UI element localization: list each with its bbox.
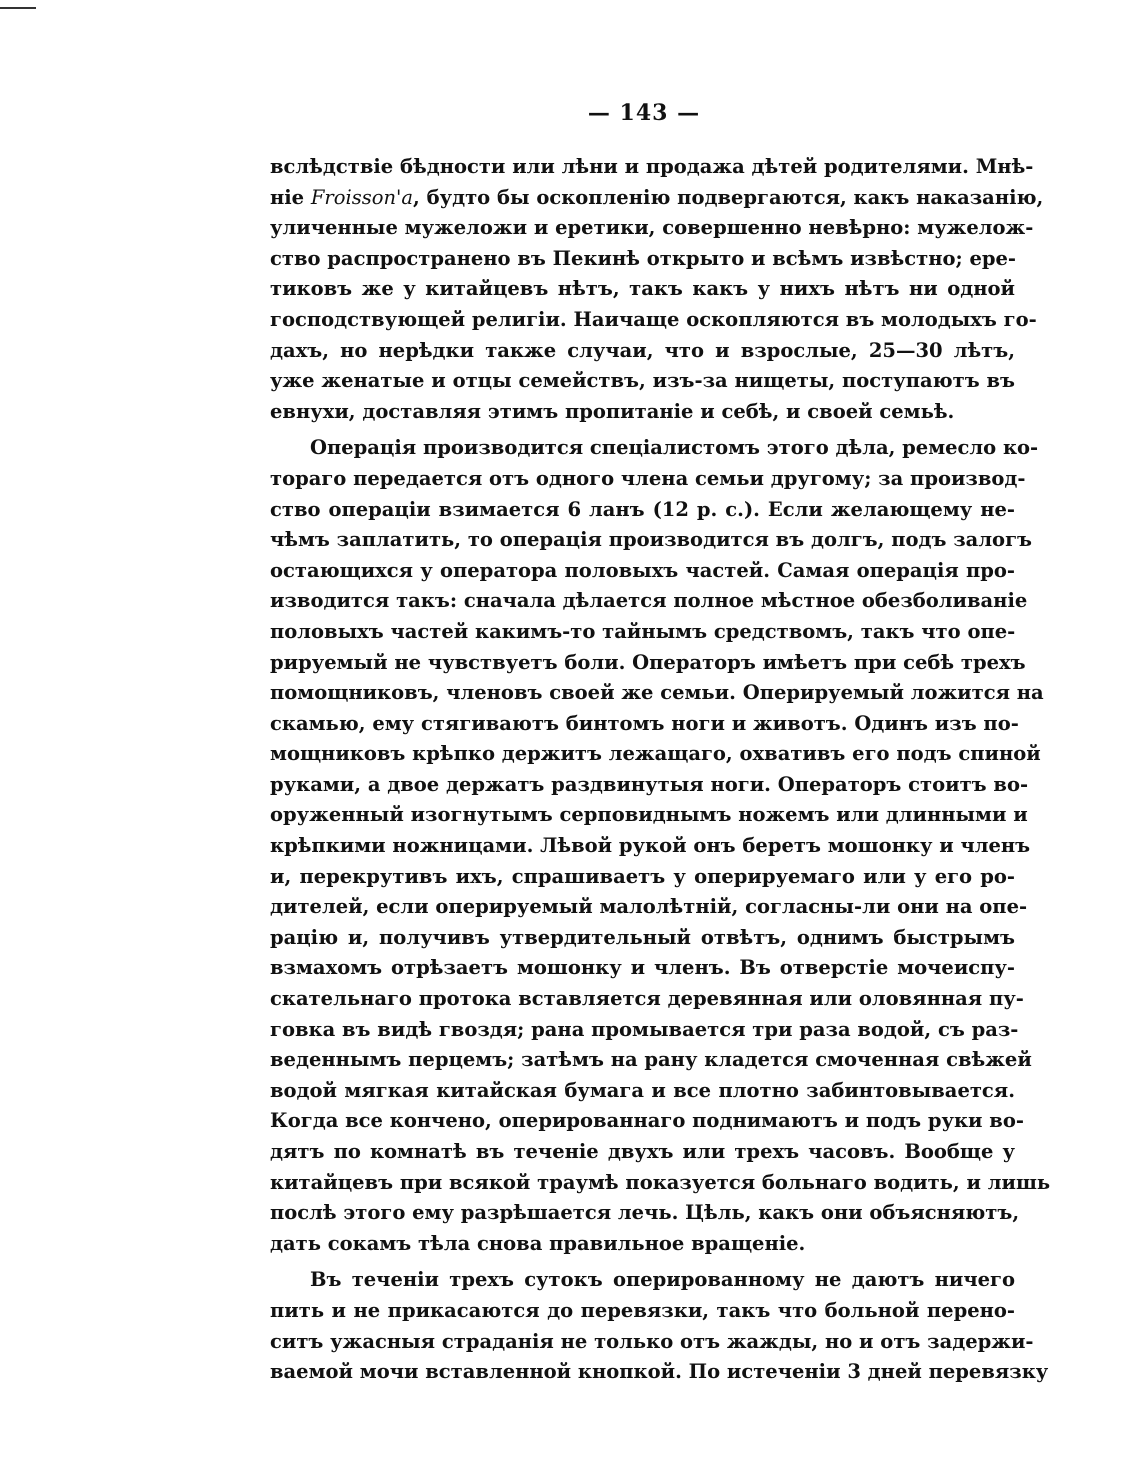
- text-line: водой мягкая китайская бумага и все плотно забинтовывается.: [270, 1078, 1015, 1102]
- text-line: помощниковъ, членовъ своей же семьи. Оперируемый ложится на: [270, 681, 1044, 705]
- text-line: ство операціи взимается 6 ланъ (12 р. с.). Если желающему не-: [270, 497, 1015, 521]
- text-line: ситъ ужасныя страданія не только отъ жажды, но и отъ задержи-: [270, 1329, 1034, 1353]
- paragraph-3: [270, 1265, 1049, 1387]
- text-line: дятъ по комнатѣ въ теченіе двухъ или трехъ часовъ. Вообще у: [270, 1140, 1015, 1163]
- text-line: ство распространено въ Пекинѣ открыто и всѣмъ извѣстно; ере-: [270, 246, 1016, 270]
- italic-name: Froisson'a: [310, 185, 414, 209]
- paragraph-2: [270, 433, 1051, 1259]
- text-line: дителей, если оперируемый малолѣтній, согласны-ли они на опе-: [270, 895, 1028, 919]
- text-line: Въ теченіи трехъ сутокъ оперированному не даютъ ничего: [310, 1268, 1015, 1292]
- text-line: Когда все кончено, оперированнаго поднимаютъ и подъ руки во-: [270, 1109, 1024, 1133]
- text-line: Операція производится спеціалистомъ этого дѣла, ремесло ко-: [310, 436, 1039, 460]
- text-line: и, перекрутивъ ихъ, спрашиваетъ у оперируемаго или у его ро-: [270, 864, 1015, 888]
- text-line: половыхъ частей какимъ-то тайнымъ средствомъ, такъ что опе-: [270, 619, 1016, 643]
- text-line: господствующей религіи. Наичаще оскопляются въ молодыхъ го-: [270, 307, 1037, 331]
- text-line: дать сокамъ тѣла снова правильное вращеніе.: [270, 1231, 806, 1255]
- text-line: ніе Froisson'a, будто бы оскопленію подвергаются, какъ наказанію,: [270, 185, 1044, 209]
- text-line: дахъ, но нерѣдки также случаи, что и взрослые, 25—30 лѣтъ,: [270, 338, 1015, 362]
- text-line: пить и не прикасаются до перевязки, такъ что больной перено-: [270, 1298, 1015, 1322]
- text-line: скамью, ему стягиваютъ бинтомъ ноги и животъ. Одинъ изъ по-: [270, 711, 1019, 735]
- text-line: рируемый не чувствуетъ боли. Операторъ имѣетъ при себѣ трехъ: [270, 650, 1026, 674]
- text-line: мощниковъ крѣпко держитъ лежащаго, охвативъ его подъ спиной: [270, 742, 1041, 766]
- text-line: уже женатые и отцы семействъ, изъ-за нищеты, поступаютъ въ: [270, 369, 1015, 393]
- text-line: изводится такъ: сначала дѣлается полное мѣстное обезболиваніе: [270, 589, 1028, 613]
- text-line: оруженный изогнутымъ серповиднымъ ножемъ или длинными и: [270, 803, 1028, 827]
- text-line: вслѣдствіе бѣдности или лѣни и продажа дѣтей родителями. Мнѣ-: [270, 155, 1034, 178]
- text-line: китайцевъ при всякой траумѣ показуется больнаго водить, и лишь: [270, 1170, 1051, 1194]
- text-line: уличенные мужеложи и еретики, совершенно невѣрно: мужелож-: [270, 216, 1034, 240]
- text-line: говка въ видѣ гвоздя; рана промывается три раза водой, съ раз-: [270, 1017, 1019, 1041]
- paragraph-1: [270, 152, 1044, 427]
- text-line: тиковъ же у китайцевъ нѣтъ, такъ какъ у нихъ нѣтъ ни одной: [270, 277, 1015, 301]
- page-number: — 143 —: [587, 100, 701, 126]
- text-line: чѣмъ заплатить, то операція производится въ долгъ, подъ залогъ: [270, 528, 1032, 552]
- text-line: ваемой мочи вставленной кнопкой. По истеченіи 3 дней перевязку: [270, 1360, 1049, 1384]
- page-body: [270, 152, 1051, 1388]
- text-line: взмахомъ отрѣзаетъ мошонку и членъ. Въ отверстіе мочеиспу-: [270, 956, 1015, 980]
- text-line: скательнаго протока вставляется деревянная или оловянная пу-: [270, 987, 1024, 1011]
- text-line: остающихся у оператора половыхъ частей. Самая операція про-: [270, 558, 1015, 582]
- text-line: крѣпкими ножницами. Лѣвой рукой онъ беретъ мошонку и членъ: [270, 834, 1031, 858]
- scan-edge-mark: [0, 7, 36, 9]
- text-line: тораго передается отъ одного члена семьи другому; за производ-: [270, 466, 1026, 490]
- text-line: рацію и, получивъ утвердительный отвѣтъ, однимъ быстрымъ: [270, 925, 1015, 949]
- text-line: руками, а двое держатъ раздвинутыя ноги. Операторъ стоитъ во-: [270, 772, 1029, 796]
- text-line: веденнымъ перцемъ; затѣмъ на рану кладется смоченная свѣжей: [270, 1048, 1032, 1072]
- text-line: послѣ этого ему разрѣшается лечь. Цѣль, какъ они объясняютъ,: [270, 1201, 1020, 1225]
- text-line: евнухи, доставляя этимъ пропитаніе и себѣ, и своей семьѣ.: [270, 399, 955, 423]
